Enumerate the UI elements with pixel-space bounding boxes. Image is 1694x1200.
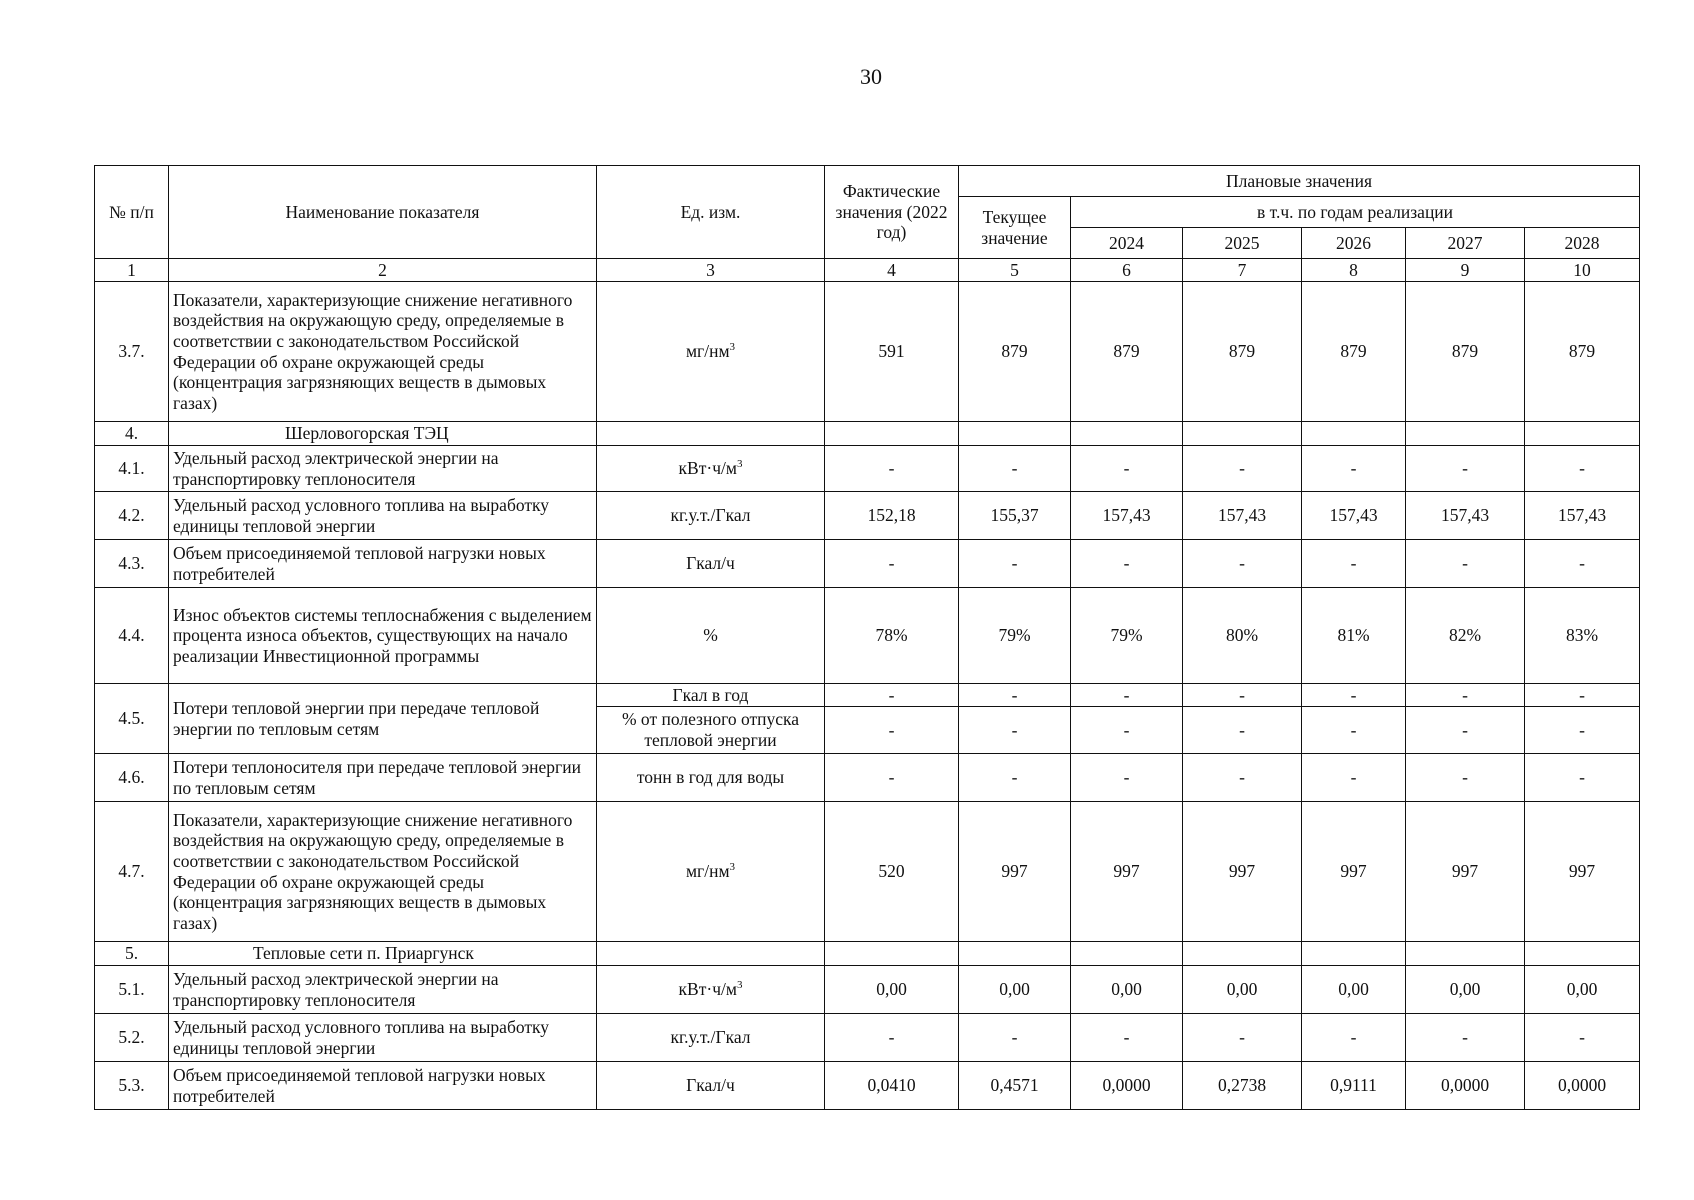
- value-cell: 157,43: [1302, 492, 1406, 540]
- value-cell: -: [1525, 446, 1640, 492]
- header-planned: Плановые значения: [959, 166, 1640, 197]
- value-cell: -: [825, 540, 959, 588]
- row-number: 5.1.: [95, 966, 169, 1014]
- indicator-name: Показатели, характеризующие снижение негативного воздействия на окружающую среду, определяемые в соответствии с законодательством Российской Федерации об охране окружающей среды (концентрация загрязняющих веществ в дымовых газах): [169, 802, 597, 942]
- header-num: № п/п: [95, 166, 169, 259]
- value-cell: -: [1071, 446, 1183, 492]
- table-row: [95, 588, 1640, 684]
- value-cell: -: [1302, 1014, 1406, 1062]
- value-cell: 997: [1071, 802, 1183, 942]
- unit-text: мг/нм: [685, 341, 730, 362]
- value-cell: -: [1183, 707, 1302, 754]
- value-cell: 81%: [1302, 588, 1406, 684]
- row-number: 4.2.: [95, 492, 169, 540]
- row-number: 4.1.: [95, 446, 169, 492]
- unit-cell: Гкал/ч: [597, 540, 825, 588]
- table-row: [95, 802, 1640, 942]
- header-year: 2027: [1406, 228, 1525, 259]
- value-cell: 152,18: [825, 492, 959, 540]
- unit-cell: Гкал/ч: [597, 1062, 825, 1110]
- section-name-cell: [169, 422, 597, 446]
- value-cell: 155,37: [959, 492, 1071, 540]
- table-row: [95, 1062, 1640, 1110]
- value-cell: 591: [825, 282, 959, 422]
- page-number: 30: [860, 64, 882, 89]
- value-cell: -: [1406, 446, 1525, 492]
- column-index: 7: [1183, 259, 1302, 282]
- header-year: 2025: [1183, 228, 1302, 259]
- value-cell: -: [825, 1014, 959, 1062]
- unit-superscript: 3: [729, 861, 736, 874]
- indicator-name: Удельный расход электрической энергии на транспортировку теплоносителя: [169, 446, 597, 492]
- value-cell: 0,0000: [1525, 1062, 1640, 1110]
- indicator-name: Удельный расход условного топлива на выработку единицы тепловой энергии: [169, 1014, 597, 1062]
- header-actual: Фактические значения (2022 год): [825, 166, 959, 259]
- value-cell: 520: [825, 802, 959, 942]
- value-cell: -: [1183, 540, 1302, 588]
- row-number: 4.4.: [95, 588, 169, 684]
- value-cell: -: [1302, 684, 1406, 707]
- value-cell: 0,2738: [1183, 1062, 1302, 1110]
- value-cell: -: [1302, 754, 1406, 802]
- value-cell: -: [1071, 540, 1183, 588]
- value-cell: -: [959, 684, 1071, 707]
- value-cell: -: [959, 540, 1071, 588]
- unit-text: кВт·ч/м: [678, 979, 737, 1000]
- value-cell: 0,00: [825, 966, 959, 1014]
- unit-cell: %: [597, 588, 825, 684]
- value-cell: 0,00: [1183, 966, 1302, 1014]
- value-cell: -: [1406, 684, 1525, 707]
- value-cell: -: [1183, 446, 1302, 492]
- value-cell: 997: [1302, 802, 1406, 942]
- value-cell: 879: [1183, 282, 1302, 422]
- value-cell: -: [1071, 1014, 1183, 1062]
- unit-superscript: 3: [736, 979, 743, 992]
- value-cell: -: [825, 754, 959, 802]
- value-cell: -: [1071, 684, 1183, 707]
- section-row: [95, 422, 1640, 446]
- value-cell: -: [959, 1014, 1071, 1062]
- column-index: 4: [825, 259, 959, 282]
- unit-cell: кг.у.т./Гкал: [597, 1014, 825, 1062]
- indicator-name: Удельный расход условного топлива на выработку единицы тепловой энергии: [169, 492, 597, 540]
- column-index: 6: [1071, 259, 1183, 282]
- table-row: [95, 684, 1640, 707]
- value-cell: 0,0000: [1071, 1062, 1183, 1110]
- row-number: 4.: [95, 422, 169, 446]
- indicator-name: Потери теплоносителя при передаче тепловой энергии по тепловым сетям: [169, 754, 597, 802]
- row-number: 4.6.: [95, 754, 169, 802]
- row-number: 4.7.: [95, 802, 169, 942]
- row-number: 3.7.: [95, 282, 169, 422]
- column-index: 3: [597, 259, 825, 282]
- unit-cell: [597, 282, 825, 422]
- row-number: 5.2.: [95, 1014, 169, 1062]
- header-name: Наименование показателя: [169, 166, 597, 259]
- table-header: [95, 166, 1640, 282]
- value-cell: -: [1183, 684, 1302, 707]
- table-row: [95, 1014, 1640, 1062]
- value-cell: 879: [1302, 282, 1406, 422]
- unit-cell: [597, 966, 825, 1014]
- value-cell: 997: [959, 802, 1071, 942]
- value-cell: -: [1525, 540, 1640, 588]
- value-cell: -: [825, 446, 959, 492]
- indicator-name: Объем присоединяемой тепловой нагрузки новых потребителей: [169, 540, 597, 588]
- value-cell: 79%: [1071, 588, 1183, 684]
- value-cell: 78%: [825, 588, 959, 684]
- value-cell: 82%: [1406, 588, 1525, 684]
- value-cell: -: [1406, 707, 1525, 754]
- value-cell: 0,0410: [825, 1062, 959, 1110]
- unit-cell: [597, 802, 825, 942]
- unit-text: кВт·ч/м: [678, 458, 737, 479]
- header-current: Текущее значение: [959, 197, 1071, 259]
- column-index: 1: [95, 259, 169, 282]
- value-cell: -: [825, 684, 959, 707]
- unit-cell: [597, 446, 825, 492]
- value-cell: -: [1071, 707, 1183, 754]
- unit-cell: % от полезного отпуска тепловой энергии: [597, 707, 825, 754]
- table-row: [95, 754, 1640, 802]
- value-cell: 83%: [1525, 588, 1640, 684]
- section-name: Шерловогорская ТЭЦ: [285, 423, 449, 444]
- column-index: 5: [959, 259, 1071, 282]
- header-year: 2024: [1071, 228, 1183, 259]
- section-name: Тепловые сети п. Приаргунск: [253, 943, 474, 964]
- indicator-table: [94, 165, 1640, 1110]
- header-unit: Ед. изм.: [597, 166, 825, 259]
- value-cell: 997: [1406, 802, 1525, 942]
- column-index: 10: [1525, 259, 1640, 282]
- value-cell: -: [1406, 754, 1525, 802]
- value-cell: -: [1525, 754, 1640, 802]
- header-year: 2026: [1302, 228, 1406, 259]
- unit-cell: Гкал в год: [597, 684, 825, 707]
- value-cell: 879: [1406, 282, 1525, 422]
- value-cell: -: [959, 754, 1071, 802]
- value-cell: -: [1525, 707, 1640, 754]
- value-cell: -: [1183, 754, 1302, 802]
- value-cell: 0,00: [1525, 966, 1640, 1014]
- value-cell: 0,00: [1406, 966, 1525, 1014]
- column-index: 8: [1302, 259, 1406, 282]
- value-cell: 997: [1525, 802, 1640, 942]
- row-number: 4.3.: [95, 540, 169, 588]
- table-row: [95, 446, 1640, 492]
- value-cell: -: [825, 707, 959, 754]
- indicator-name: Показатели, характеризующие снижение негативного воздействия на окружающую среду, определяемые в соответствии с законодательством Российской Федерации об охране окружающей среды (концентрация загрязняющих веществ в дымовых газах): [169, 282, 597, 422]
- table-row: [95, 966, 1640, 1014]
- value-cell: 879: [1525, 282, 1640, 422]
- value-cell: -: [1406, 1014, 1525, 1062]
- column-index-row: [95, 259, 1640, 282]
- value-cell: -: [1525, 684, 1640, 707]
- table-row: [95, 282, 1640, 422]
- section-row: [95, 942, 1640, 966]
- value-cell: 80%: [1183, 588, 1302, 684]
- value-cell: 157,43: [1406, 492, 1525, 540]
- unit-text: мг/нм: [685, 861, 730, 882]
- table-row: [95, 540, 1640, 588]
- column-index: 2: [169, 259, 597, 282]
- value-cell: 79%: [959, 588, 1071, 684]
- indicator-name: Износ объектов системы теплоснабжения с выделением процента износа объектов, существующих на начало реализации Инвестиционной программы: [169, 588, 597, 684]
- header-year: 2028: [1525, 228, 1640, 259]
- row-number: 5.: [95, 942, 169, 966]
- row-number: 5.3.: [95, 1062, 169, 1110]
- value-cell: 157,43: [1525, 492, 1640, 540]
- value-cell: -: [959, 707, 1071, 754]
- table-row: [95, 492, 1640, 540]
- value-cell: 0,9111: [1302, 1062, 1406, 1110]
- value-cell: 0,00: [1071, 966, 1183, 1014]
- value-cell: 0,00: [959, 966, 1071, 1014]
- indicator-name: Объем присоединяемой тепловой нагрузки новых потребителей: [169, 1062, 597, 1110]
- value-cell: 0,4571: [959, 1062, 1071, 1110]
- value-cell: 997: [1183, 802, 1302, 942]
- value-cell: 0,00: [1302, 966, 1406, 1014]
- value-cell: -: [1406, 540, 1525, 588]
- value-cell: 0,0000: [1406, 1062, 1525, 1110]
- value-cell: -: [1525, 1014, 1640, 1062]
- section-name-cell: [169, 942, 597, 966]
- header-by-years: в т.ч. по годам реализации: [1071, 197, 1640, 228]
- value-cell: 157,43: [1183, 492, 1302, 540]
- value-cell: 879: [1071, 282, 1183, 422]
- indicator-name: Удельный расход электрической энергии на транспортировку теплоносителя: [169, 966, 597, 1014]
- unit-cell: тонн в год для воды: [597, 754, 825, 802]
- row-number: 4.5.: [95, 684, 169, 754]
- unit-cell: кг.у.т./Гкал: [597, 492, 825, 540]
- indicator-name: Потери тепловой энергии при передаче тепловой энергии по тепловым сетям: [169, 684, 597, 754]
- value-cell: -: [959, 446, 1071, 492]
- unit-superscript: 3: [729, 341, 736, 354]
- value-cell: -: [1183, 1014, 1302, 1062]
- value-cell: -: [1302, 446, 1406, 492]
- unit-superscript: 3: [736, 458, 743, 471]
- value-cell: -: [1302, 540, 1406, 588]
- value-cell: 879: [959, 282, 1071, 422]
- value-cell: -: [1071, 754, 1183, 802]
- value-cell: -: [1302, 707, 1406, 754]
- column-index: 9: [1406, 259, 1525, 282]
- value-cell: 157,43: [1071, 492, 1183, 540]
